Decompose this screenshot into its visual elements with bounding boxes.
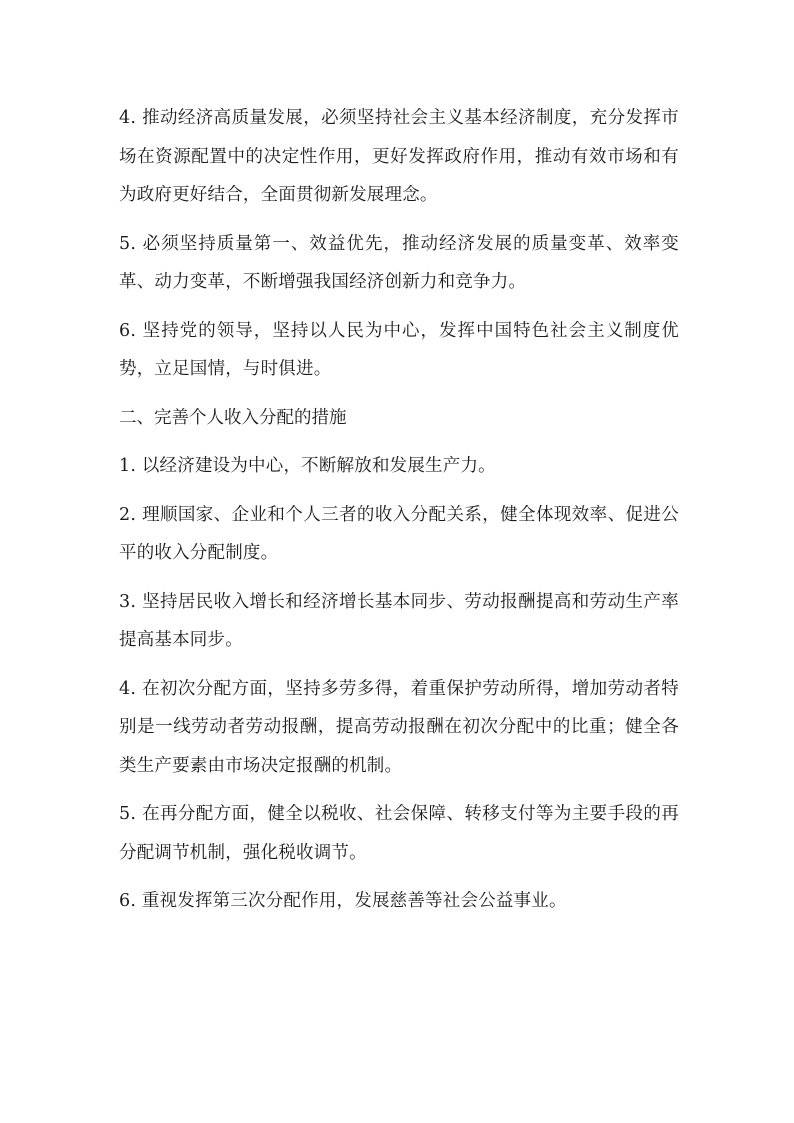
section-item-3: 3. 坚持居民收入增长和经济增长基本同步、劳动报酬提高和劳动生产率提高基本同步。 bbox=[119, 591, 679, 650]
document-body bbox=[119, 99, 679, 931]
paragraph-5: 5. 必须坚持质量第一、效益优先，推动经济发展的质量变革、效率变革、动力变革，不断增强我国经济创新力和竞争力。 bbox=[119, 233, 679, 292]
paragraph-6: 6. 坚持党的领导，坚持以人民为中心，发挥中国特色社会主义制度优势，立足国情，与时俱进。 bbox=[119, 320, 679, 379]
section-item-1: 1. 以经济建设为中心，不断解放和发展生产力。 bbox=[119, 456, 496, 476]
section-item-5: 5. 在再分配方面，健全以税收、社会保障、转移支付等为主要手段的再分配调节机制，强化税收调节。 bbox=[119, 804, 679, 863]
section-heading: 二、完善个人收入分配的措施 bbox=[119, 407, 347, 428]
section-item-2: 2. 理顺国家、企业和个人三者的收入分配关系，健全体现效率、促进公平的收入分配制度。 bbox=[119, 504, 679, 563]
paragraph-4: 4. 推动经济高质量发展，必须坚持社会主义基本经济制度，充分发挥市场在资源配置中的决定性作用，更好发挥政府作用，推动有效市场和有为政府更好结合，全面贯彻新发展理念。 bbox=[119, 108, 679, 205]
section-item-4: 4. 在初次分配方面，坚持多劳多得，着重保护劳动所得，增加劳动者特别是一线劳动者劳动报酬，提高劳动报酬在初次分配中的比重；健全各类生产要素由市场决定报酬的机制。 bbox=[119, 678, 679, 776]
section-item-6: 6. 重视发挥第三次分配作用，发展慈善等社会公益事业。 bbox=[119, 891, 567, 911]
